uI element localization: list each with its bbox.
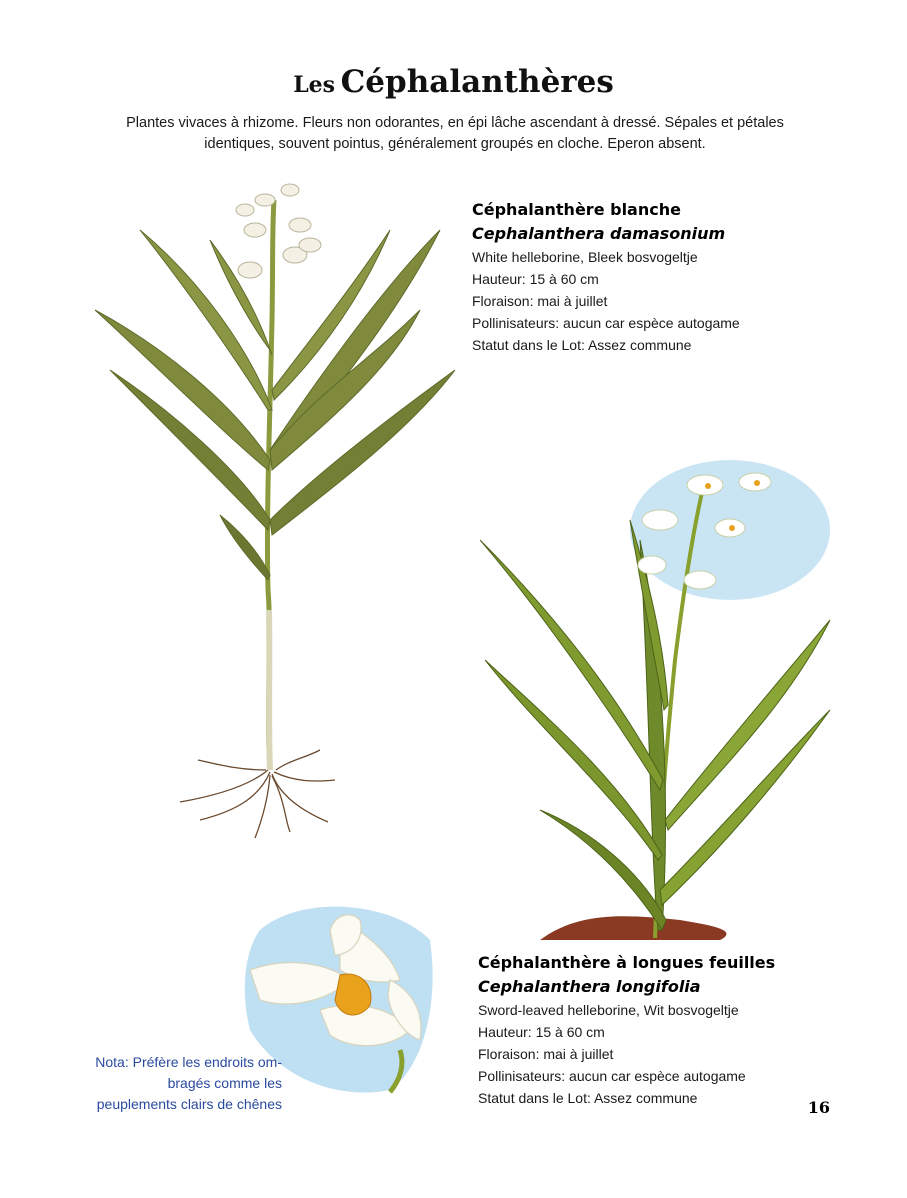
species-card-damasonium: [472, 198, 740, 356]
page-title: [0, 64, 907, 100]
title-main: Céphalanthères: [340, 64, 614, 100]
species-flowering: Floraison: mai à juillet: [472, 293, 608, 309]
species-common-name: Céphalanthère à longues feuilles: [478, 953, 776, 972]
nota-note: [60, 1052, 282, 1115]
nota-line-3: peuplements clairs de chênes: [96, 1096, 282, 1112]
page-number: 16: [807, 1098, 830, 1117]
intro-paragraph: [110, 113, 800, 155]
species-pollinators: Pollinisateurs: aucun car espèce autogame: [478, 1068, 746, 1084]
flowers: [236, 184, 321, 278]
species-latin-name: Cephalanthera damasonium: [472, 224, 726, 243]
species-other-names: Sword-leaved helleborine, Wit bosvogeltje: [478, 1002, 739, 1018]
species-common-name: Céphalanthère blanche: [472, 200, 681, 219]
species-pollinators: Pollinisateurs: aucun car espèce autogame: [472, 315, 740, 331]
species-status: Statut dans le Lot: Assez commune: [472, 337, 692, 353]
species-other-names: White helleborine, Bleek bosvogeltje: [472, 249, 698, 265]
species-card-longifolia: [478, 951, 775, 1109]
intro-line-2: identiques, souvent pointus, généralement groupés en cloche. Eperon absent.: [204, 136, 706, 152]
illustration-cephalanthera-damasonium: [80, 170, 460, 850]
roots: [180, 750, 335, 838]
species-height: Hauteur: 15 à 60 cm: [472, 271, 599, 287]
nota-line-2: bragés comme les: [167, 1075, 282, 1091]
title-prefix: Les: [293, 72, 336, 98]
nota-line-1: Nota: Préfère les endroits om-: [95, 1054, 282, 1070]
intro-line-1: Plantes vivaces à rhizome. Fleurs non odorantes, en épi lâche ascendant à dressé. Sépales et pétales: [126, 115, 784, 131]
species-latin-name: Cephalanthera longifolia: [478, 977, 701, 996]
leaves: [95, 230, 455, 580]
illustration-cephalanthera-longifolia: [480, 460, 840, 950]
soil: [540, 916, 726, 940]
species-flowering: Floraison: mai à juillet: [478, 1046, 614, 1062]
stem-base: [269, 610, 270, 770]
species-status: Statut dans le Lot: Assez commune: [478, 1090, 698, 1106]
species-height: Hauteur: 15 à 60 cm: [478, 1024, 605, 1040]
